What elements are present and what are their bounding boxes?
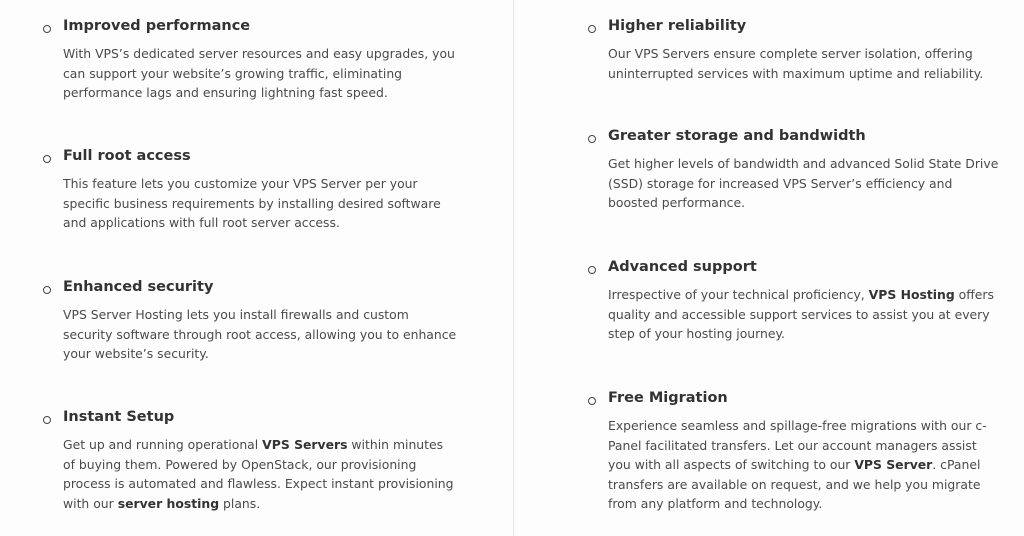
description-text: Experience seamless and spillage-free migrations with our c-Panel facilitated transfers. Let our account managers assist you with all aspects of switching to our: [608, 418, 987, 473]
feature-title: Full root access: [63, 148, 191, 164]
feature-description: [608, 285, 1003, 344]
feature-title: Greater storage and bandwidth: [608, 128, 866, 144]
description-text: Irrespective of your technical proficiency,: [608, 287, 869, 302]
circle-bullet-icon: [588, 25, 596, 33]
feature-title: Enhanced security: [63, 279, 214, 295]
description-text: . cPanel transfers are available on request, and we help you migrate from any platform and technology.: [608, 457, 981, 512]
highlight-text: VPS Servers: [262, 437, 348, 452]
circle-bullet-icon: [43, 155, 51, 163]
description-text: VPS Server Hosting lets you install firewalls and custom security software through root access, allowing you to enhance your website’s security.: [63, 307, 457, 362]
feature-description: [63, 174, 458, 233]
feature-description: [608, 416, 1003, 514]
description-text: within minutes of buying them. Powered by OpenStack, our provisioning process is automated and flawless. Expect instant provisioning with our: [63, 437, 454, 511]
circle-bullet-icon: [588, 397, 596, 405]
feature-description: [608, 154, 1003, 213]
feature-description: [63, 44, 458, 103]
circle-bullet-icon: [43, 286, 51, 294]
feature-description: [63, 305, 458, 364]
feature-description: [63, 435, 458, 513]
description-text: With VPS’s dedicated server resources and easy upgrades, you can support your website’s growing traffic, eliminating performance lags and ensuring lightning fast speed.: [63, 46, 455, 101]
circle-bullet-icon: [588, 266, 596, 274]
feature-title: Advanced support: [608, 259, 757, 275]
highlight-text: VPS Hosting: [868, 287, 955, 302]
circle-bullet-icon: [43, 25, 51, 33]
circle-bullet-icon: [43, 416, 51, 424]
description-text: This feature lets you customize your VPS Server per your specific business requirements by installing desired software and applications with full root server access.: [63, 176, 441, 231]
description-text: plans.: [219, 495, 261, 511]
feature-description: [608, 44, 1003, 83]
feature-title: Improved performance: [63, 18, 251, 34]
column-divider: [513, 0, 514, 536]
description-text: Get up and running operational: [63, 437, 263, 452]
description-text: offers quality and accessible support services to assist you at every step of your hosting journey.: [608, 287, 994, 342]
feature-title: Free Migration: [608, 390, 728, 406]
description-text: Get higher levels of bandwidth and advanced Solid State Drive (SSD) storage for increased VPS Server’s efficiency and boosted performance.: [608, 156, 999, 211]
highlight-text: server hosting: [117, 495, 220, 511]
highlight-text: VPS Server: [854, 457, 933, 473]
feature-title: Higher reliability: [608, 18, 747, 34]
description-text: Our VPS Servers ensure complete server isolation, offering uninterrupted services with maximum uptime and reliability.: [608, 46, 984, 81]
feature-title: Instant Setup: [63, 409, 175, 425]
circle-bullet-icon: [588, 135, 596, 143]
